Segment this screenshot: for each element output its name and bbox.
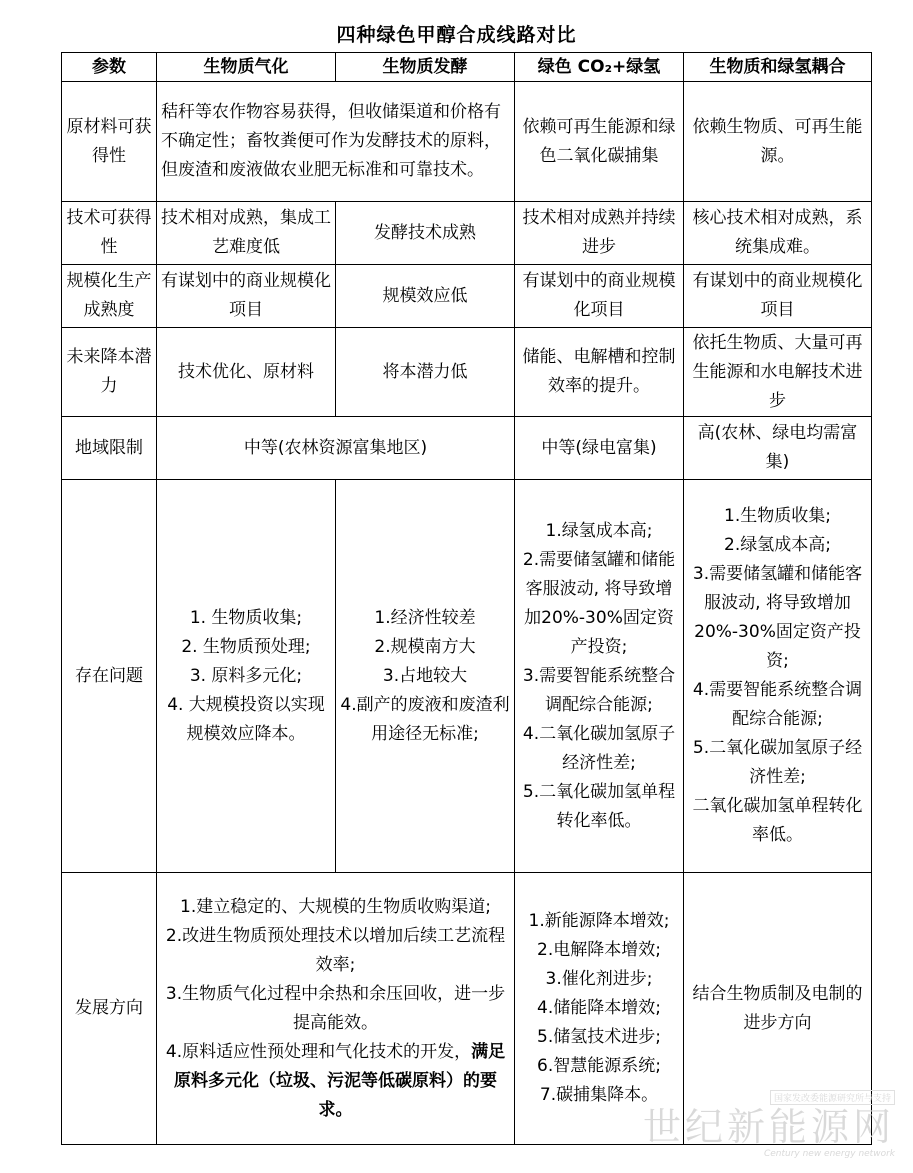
list-item: 4.需要智能系统整合调配综合能源; bbox=[692, 680, 863, 729]
cell-coupled-cost: 依托生物质、大量可再生能源和水电解技术进步 bbox=[684, 328, 872, 417]
cell-ferm-cost: 将本潜力低 bbox=[336, 328, 515, 417]
direction-item-4-text: 4.原料适应性预处理和气化技术的开发， bbox=[165, 1041, 472, 1062]
table-row bbox=[62, 265, 872, 328]
cell-ferm-scale: 规模效应低 bbox=[336, 265, 515, 328]
watermark bbox=[643, 1086, 895, 1159]
list-item: 4.二氧化碳加氢原子经济性差; bbox=[522, 723, 676, 773]
list-item: 4.储能降本增效; bbox=[537, 998, 661, 1018]
list-item: 7.碳捕集降本。 bbox=[539, 1085, 659, 1105]
row-label: 原材料可获得性 bbox=[62, 82, 157, 202]
page-title: 四种绿色甲醇合成线路对比 bbox=[336, 24, 577, 46]
header-co2-hydrogen: 绿色 CO₂+绿氢 bbox=[515, 53, 684, 82]
cell-bio-region: 中等(农林资源富集地区) bbox=[157, 417, 515, 480]
cell-co2-region: 中等(绿电富集) bbox=[515, 417, 684, 480]
cell-ferm-issues bbox=[336, 480, 515, 873]
cell-coupled-scale: 有谋划中的商业规模化项目 bbox=[684, 265, 872, 328]
cell-co2-issues bbox=[515, 480, 684, 873]
list-item: 二氧化碳加氢单程转化率低。 bbox=[692, 796, 863, 845]
row-label: 技术可获得性 bbox=[62, 202, 157, 265]
cell-bio-direction bbox=[157, 873, 515, 1145]
list-item: 2.规模南方大 bbox=[374, 636, 476, 657]
cell-ferm-tech: 发酵技术成熟 bbox=[336, 202, 515, 265]
cell-coupled-raw: 依赖生物质、可再生能源。 bbox=[684, 82, 872, 202]
table-row bbox=[62, 480, 872, 873]
cell-gas-tech: 技术相对成熟，集成工艺难度低 bbox=[157, 202, 336, 265]
table-row bbox=[62, 82, 872, 202]
cell-gas-scale: 有谋划中的商业规模化项目 bbox=[157, 265, 336, 328]
list-item: 1.绿氢成本高; bbox=[545, 520, 653, 541]
list-item: 3.需要储氢罐和储能客服波动, 将导致增加 20%-30%固定资产投资; bbox=[692, 564, 863, 671]
cell-co2-raw: 依赖可再生能源和绿色二氧化碳捕集 bbox=[515, 82, 684, 202]
cell-coupled-issues bbox=[684, 480, 872, 873]
list-item: 3.生物质气化过程中余热和余压回收，进一步提高能效。 bbox=[165, 983, 506, 1033]
cell-coupled-region: 高(农林、绿电均需富集) bbox=[684, 417, 872, 480]
watermark-logo: 世纪新能源网 bbox=[642, 1105, 895, 1149]
list-item: 2.改进生物质预处理技术以增加后续工艺流程效率; bbox=[165, 925, 506, 975]
table-row bbox=[62, 417, 872, 480]
list-item: 5.二氧化碳加氢单程转化率低。 bbox=[522, 781, 676, 831]
table-row bbox=[62, 202, 872, 265]
header-coupled: 生物质和绿氢耦合 bbox=[684, 53, 872, 82]
table-row bbox=[62, 328, 872, 417]
row-label: 存在问题 bbox=[62, 480, 157, 873]
list-item: 4.副产的废液和废渣利用途径无标准; bbox=[340, 694, 510, 744]
comparison-table bbox=[61, 52, 872, 1145]
row-label: 未来降本潜力 bbox=[62, 328, 157, 417]
header-fermentation: 生物质发酵 bbox=[336, 53, 515, 82]
list-item: 1.经济性较差 bbox=[374, 607, 476, 628]
list-item: 1.生物质收集; bbox=[724, 506, 831, 526]
list-item: 1.建立稳定的、大规模的生物质收购渠道; bbox=[180, 896, 491, 917]
header-gasification: 生物质气化 bbox=[157, 53, 336, 82]
cell-co2-tech: 技术相对成熟并持续进步 bbox=[515, 202, 684, 265]
list-item: 1.新能源降本增效; bbox=[528, 911, 670, 931]
row-label: 发展方向 bbox=[62, 873, 157, 1145]
list-item: 5.二氧化碳加氢原子经济性差; bbox=[692, 738, 863, 787]
list-item: 5.储氢技术进步; bbox=[537, 1027, 661, 1047]
list-item: 6.智慧能源系统; bbox=[537, 1056, 661, 1076]
list-item: 2.电解降本增效; bbox=[537, 940, 661, 960]
list-item: 2.需要储氢罐和储能客服波动, 将导致增加20%-30%固定资产投资; bbox=[522, 549, 676, 657]
cell-coupled-tech: 核心技术相对成熟，系统集成难。 bbox=[684, 202, 872, 265]
cell-bio-raw: 秸秆等农作物容易获得，但收储渠道和价格有不确定性；畜牧粪便可作为发酵技术的原料，但废渣和废液做农业肥无标准和可靠技术。 bbox=[157, 82, 515, 202]
list-item: 3.需要智能系统整合调配综合能源; bbox=[522, 665, 676, 715]
header-row bbox=[62, 53, 872, 82]
row-label: 规模化生产成熟度 bbox=[62, 265, 157, 328]
cell-coupled-direction: 结合生物质制及电制的进步方向 bbox=[684, 873, 872, 1145]
watermark-english: Century new energy network bbox=[763, 1149, 895, 1159]
row-label: 地域限制 bbox=[62, 417, 157, 480]
list-item bbox=[161, 1038, 510, 1125]
watermark-caption: 国家发改委能源研究所与支持 bbox=[770, 1090, 895, 1105]
list-item: 3. 原料多元化; bbox=[189, 665, 303, 686]
list-item: 2. 生物质预处理; bbox=[181, 636, 311, 657]
cell-gas-cost: 技术优化、原材料 bbox=[157, 328, 336, 417]
cell-co2-cost: 储能、电解槽和控制效率的提升。 bbox=[515, 328, 684, 417]
cell-gas-issues bbox=[157, 480, 336, 873]
header-param: 参数 bbox=[62, 53, 157, 82]
list-item: 3.催化剂进步; bbox=[545, 969, 653, 989]
list-item: 4. 大规模投资以实现规模效应降本。 bbox=[167, 694, 325, 744]
cell-co2-scale: 有谋划中的商业规模化项目 bbox=[515, 265, 684, 328]
list-item: 2.绿氢成本高; bbox=[724, 535, 831, 555]
list-item: 1. 生物质收集; bbox=[189, 607, 303, 628]
list-item: 3.占地较大 bbox=[382, 665, 468, 686]
direction-item-4-emphasis: 满足原料多元化（垃圾、污泥等低碳原料）的要求。 bbox=[174, 1041, 506, 1120]
